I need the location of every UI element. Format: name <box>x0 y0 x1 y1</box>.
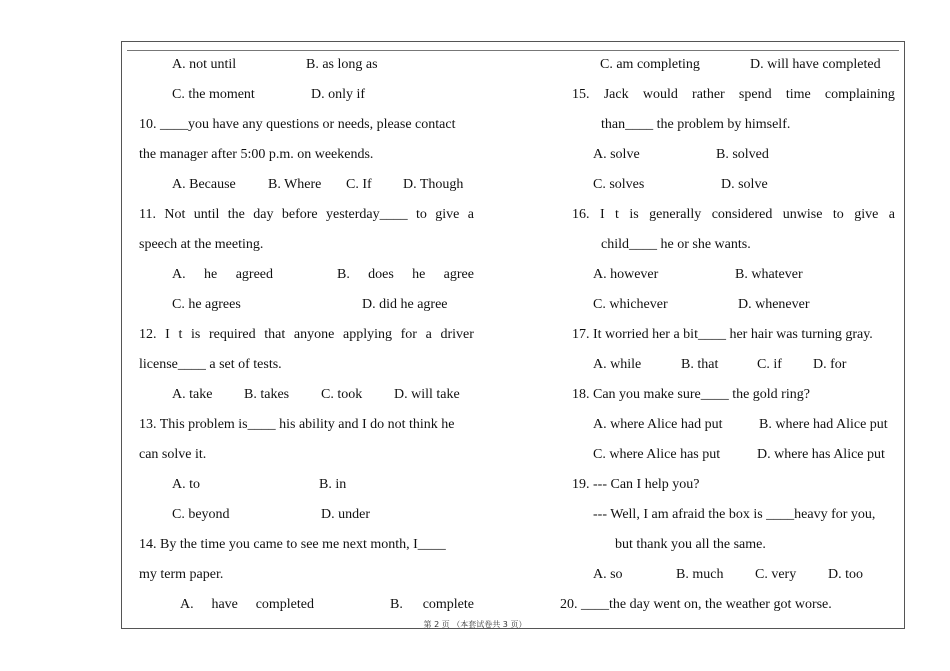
word: a <box>425 327 432 342</box>
q17-option-a: A. while <box>593 357 642 372</box>
word: day <box>253 207 274 222</box>
q15-option-a: A. solve <box>593 147 640 162</box>
word: to <box>416 207 427 222</box>
q17-option-d: D. for <box>813 357 847 372</box>
word: he <box>204 267 218 282</box>
word: the <box>227 207 245 222</box>
word: until <box>193 207 220 222</box>
word: B. <box>390 597 403 612</box>
word: spend <box>738 87 772 102</box>
word: have <box>211 597 238 612</box>
q14-option-c: C. am completing <box>600 57 700 72</box>
q14-line2: my term paper. <box>139 567 224 582</box>
word: unwise <box>782 207 823 222</box>
q19-line2: --- Well, I am afraid the box is ____heavy for you, <box>593 507 876 522</box>
q14-line1: 14. By the time you came to see me next month, I____ <box>139 537 446 552</box>
q17-line1: 17. It worried her a bit____ her hair was turning gray. <box>572 327 873 342</box>
q14-option-b <box>390 596 474 614</box>
q10-option-c: C. If <box>346 177 372 192</box>
word: A. <box>180 597 194 612</box>
q12-line2: license____ a set of tests. <box>139 357 282 372</box>
word: 16. <box>572 207 590 222</box>
q15-option-d: D. solve <box>721 177 768 192</box>
q10-line2: the manager after 5:00 p.m. on weekends. <box>139 147 374 162</box>
q10-line1: 10. ____you have any questions or needs, please contact <box>139 117 456 132</box>
word: completed <box>255 597 314 612</box>
word: required <box>208 327 256 342</box>
q12-line1 <box>139 326 474 344</box>
q9-option-a: A. not until <box>172 57 237 72</box>
q10-option-a: A. Because <box>172 177 236 192</box>
q11-option-d: D. did he agree <box>362 297 448 312</box>
word: t <box>178 327 183 342</box>
q16-line2: child____ he or she wants. <box>601 237 751 252</box>
q18-option-b: B. where had Alice put <box>759 417 888 432</box>
word: anyone <box>293 327 335 342</box>
word: applying <box>342 327 392 342</box>
word: before <box>281 207 318 222</box>
q13-option-d: D. under <box>321 507 370 522</box>
word: give <box>435 207 460 222</box>
q15-line1 <box>572 86 895 104</box>
q19-line3: but thank you all the same. <box>615 537 766 552</box>
word: I <box>599 207 605 222</box>
q16-option-d: D. whenever <box>738 297 810 312</box>
word: a <box>888 207 895 222</box>
word: driver <box>440 327 474 342</box>
q16-option-b: B. whatever <box>735 267 803 282</box>
word: 15. <box>572 87 590 102</box>
word: Not <box>164 207 186 222</box>
word: would <box>642 87 678 102</box>
word: complete <box>422 597 474 612</box>
word: he <box>412 267 426 282</box>
q15-option-c: C. solves <box>593 177 645 192</box>
q10-option-b: B. Where <box>268 177 322 192</box>
word: agreed <box>235 267 273 282</box>
q15-line2: than____ the problem by himself. <box>601 117 791 132</box>
q17-option-b: B. that <box>681 357 719 372</box>
q14-option-d: D. will have completed <box>750 57 881 72</box>
q20-line1: 20. ____the day went on, the weather got worse. <box>560 597 832 612</box>
word: complaining <box>824 87 895 102</box>
word: rather <box>692 87 725 102</box>
q11-option-a <box>172 266 273 284</box>
q19-option-d: D. too <box>828 567 863 582</box>
word: generally <box>649 207 702 222</box>
q9-option-b: B. as long as <box>306 57 378 72</box>
word: for <box>400 327 417 342</box>
q19-option-a: A. so <box>593 567 623 582</box>
word: 11. <box>139 207 156 222</box>
q18-option-d: D. where has Alice put <box>757 447 885 462</box>
q19-option-c: C. very <box>755 567 797 582</box>
q11-line1 <box>139 206 474 224</box>
word: considered <box>711 207 773 222</box>
top-rule <box>127 50 899 51</box>
q16-line1 <box>572 206 895 224</box>
q19-option-b: B. much <box>676 567 724 582</box>
q15-option-b: B. solved <box>716 147 769 162</box>
word: to <box>832 207 844 222</box>
q13-option-c: C. beyond <box>172 507 230 522</box>
q17-option-c: C. if <box>757 357 782 372</box>
word: that <box>264 327 286 342</box>
q18-option-c: C. where Alice has put <box>593 447 721 462</box>
q12-option-c: C. took <box>321 387 363 402</box>
q11-option-b <box>337 266 474 284</box>
word: agree <box>443 267 474 282</box>
word: time <box>785 87 811 102</box>
q13-option-a: A. to <box>172 477 200 492</box>
q13-line1: 13. This problem is____ his ability and I do not think he <box>139 417 455 432</box>
q16-option-c: C. whichever <box>593 297 668 312</box>
word: does <box>368 267 394 282</box>
q14-option-a <box>180 596 314 614</box>
q9-option-c: C. the moment <box>172 87 255 102</box>
q11-line2: speech at the meeting. <box>139 237 264 252</box>
word: is <box>629 207 639 222</box>
page-footer: 第 2 页 （本套试卷共 3 页） <box>423 620 527 629</box>
q18-option-a: A. where Alice had put <box>593 417 723 432</box>
q19-line1: 19. --- Can I help you? <box>572 477 700 492</box>
word: Jack <box>603 87 629 102</box>
word: give <box>854 207 879 222</box>
word: B. <box>337 267 350 282</box>
word: 12. <box>139 327 157 342</box>
word: I <box>165 327 170 342</box>
word: A. <box>172 267 186 282</box>
q12-option-a: A. take <box>172 387 213 402</box>
q10-option-d: D. Though <box>403 177 464 192</box>
q12-option-d: D. will take <box>394 387 460 402</box>
word: is <box>190 327 201 342</box>
q12-option-b: B. takes <box>244 387 290 402</box>
q9-option-d: D. only if <box>311 87 366 102</box>
word: yesterday____ <box>326 207 408 222</box>
q16-option-a: A. however <box>593 267 659 282</box>
word: t <box>615 207 619 222</box>
word: a <box>467 207 474 222</box>
q13-line2: can solve it. <box>139 447 207 462</box>
q13-option-b: B. in <box>319 477 347 492</box>
q18-line1: 18. Can you make sure____ the gold ring? <box>572 387 810 402</box>
q11-option-c: C. he agrees <box>172 297 241 312</box>
